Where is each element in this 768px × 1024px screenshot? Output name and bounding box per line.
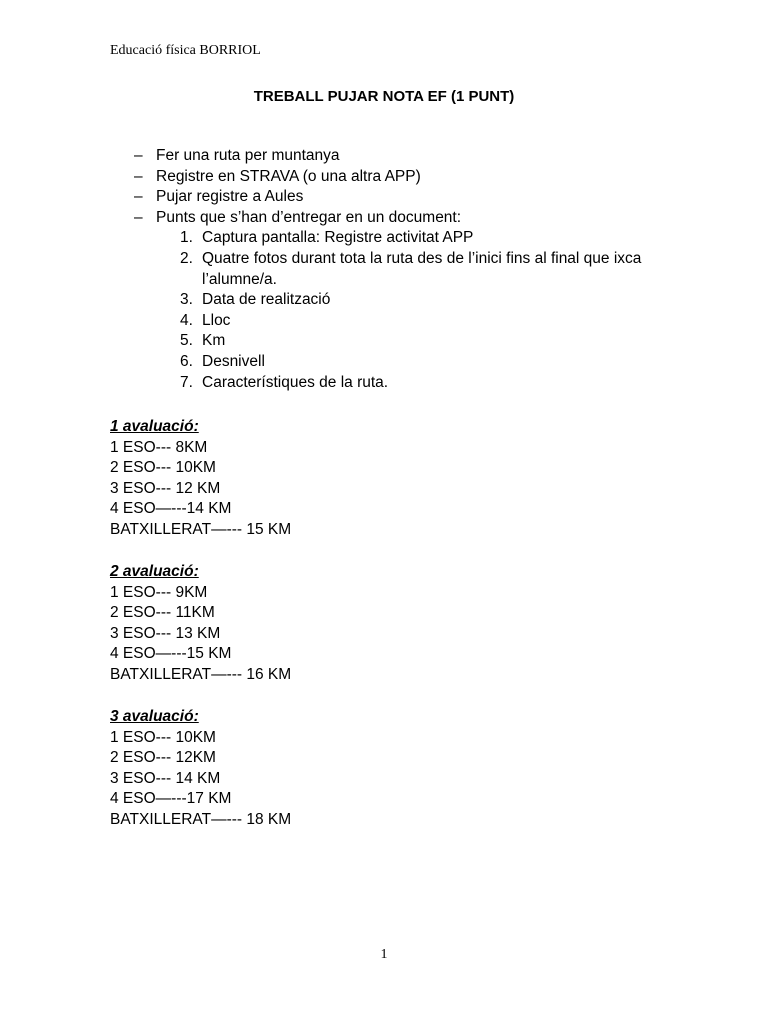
item-number: 3. [180, 291, 193, 309]
dash-bullet: – [134, 147, 143, 164]
dash-bullet: – [134, 167, 143, 185]
task-list [134, 146, 694, 393]
evaluation-line: BATXILLERAT—--- 18 KM [110, 810, 292, 828]
evaluation-line: 4 ESO—---14 KM [110, 500, 232, 518]
evaluation-line: 1 ESO--- 10KM [110, 728, 216, 746]
item-text: Quatre fotos durant tota la ruta des de l’inici fins al final que ixca l’alumne/a. [202, 249, 642, 288]
evaluation-line: 1 ESO--- 8KM [110, 438, 208, 456]
item-number: 6. [180, 352, 193, 370]
deliverable-item [180, 311, 694, 332]
deliverable-item [180, 249, 694, 290]
task-text: Pujar registre a Aules [156, 188, 304, 206]
item-number: 1. [180, 229, 193, 247]
item-text: Característiques de la ruta. [202, 373, 389, 391]
evaluation-line: 1 ESO--- 9KM [110, 583, 208, 601]
item-text: Desnivell [202, 352, 265, 370]
task-item [134, 187, 694, 208]
evaluation-line: BATXILLERAT—--- 16 KM [110, 665, 292, 683]
evaluation-line: 3 ESO--- 13 KM [110, 624, 221, 642]
evaluation-title: 2 avaluació: [110, 563, 199, 580]
task-text: Punts que s’han d’entregar en un document: [156, 208, 462, 226]
item-number: 7. [180, 373, 193, 391]
document-title: TREBALL PUJAR NOTA EF (1 PUNT) [253, 88, 515, 105]
evaluation-line: BATXILLERAT—--- 15 KM [110, 520, 292, 538]
item-number: 5. [180, 332, 193, 350]
page-header: Educació física BORRIOL [110, 43, 261, 58]
deliverables-list [180, 228, 694, 393]
task-text: Fer una ruta per muntanya [156, 147, 340, 164]
evaluation-line: 3 ESO--- 12 KM [110, 479, 221, 497]
item-text: Data de realització [202, 291, 331, 309]
evaluation-line: 4 ESO—---17 KM [110, 790, 232, 808]
deliverable-item [180, 228, 694, 249]
evaluation-title: 1 avaluació: [110, 418, 199, 435]
deliverable-item [180, 331, 694, 352]
deliverable-item [180, 352, 694, 373]
evaluation-section-3 [110, 707, 610, 831]
deliverable-item [180, 290, 694, 311]
item-number: 4. [180, 311, 193, 329]
dash-bullet: – [134, 208, 143, 226]
evaluation-line: 2 ESO--- 12KM [110, 749, 216, 767]
item-text: Lloc [202, 311, 231, 329]
evaluation-line: 4 ESO—---15 KM [110, 645, 232, 663]
page-number: 1 [380, 947, 388, 962]
evaluation-line: 3 ESO--- 14 KM [110, 769, 221, 787]
evaluation-section-2 [110, 562, 610, 686]
dash-bullet: – [134, 188, 143, 206]
item-number: 2. [180, 249, 193, 267]
evaluation-line: 2 ESO--- 10KM [110, 459, 216, 477]
deliverable-item [180, 373, 694, 394]
task-item [134, 208, 694, 229]
task-item [134, 146, 694, 167]
task-item [134, 167, 694, 188]
evaluation-title: 3 avaluació: [110, 708, 199, 725]
item-text: Km [202, 332, 226, 350]
task-text: Registre en STRAVA (o una altra APP) [156, 167, 421, 185]
item-text: Captura pantalla: Registre activitat APP [202, 229, 474, 247]
evaluation-section-1 [110, 417, 610, 541]
evaluation-line: 2 ESO--- 11KM [110, 604, 215, 622]
